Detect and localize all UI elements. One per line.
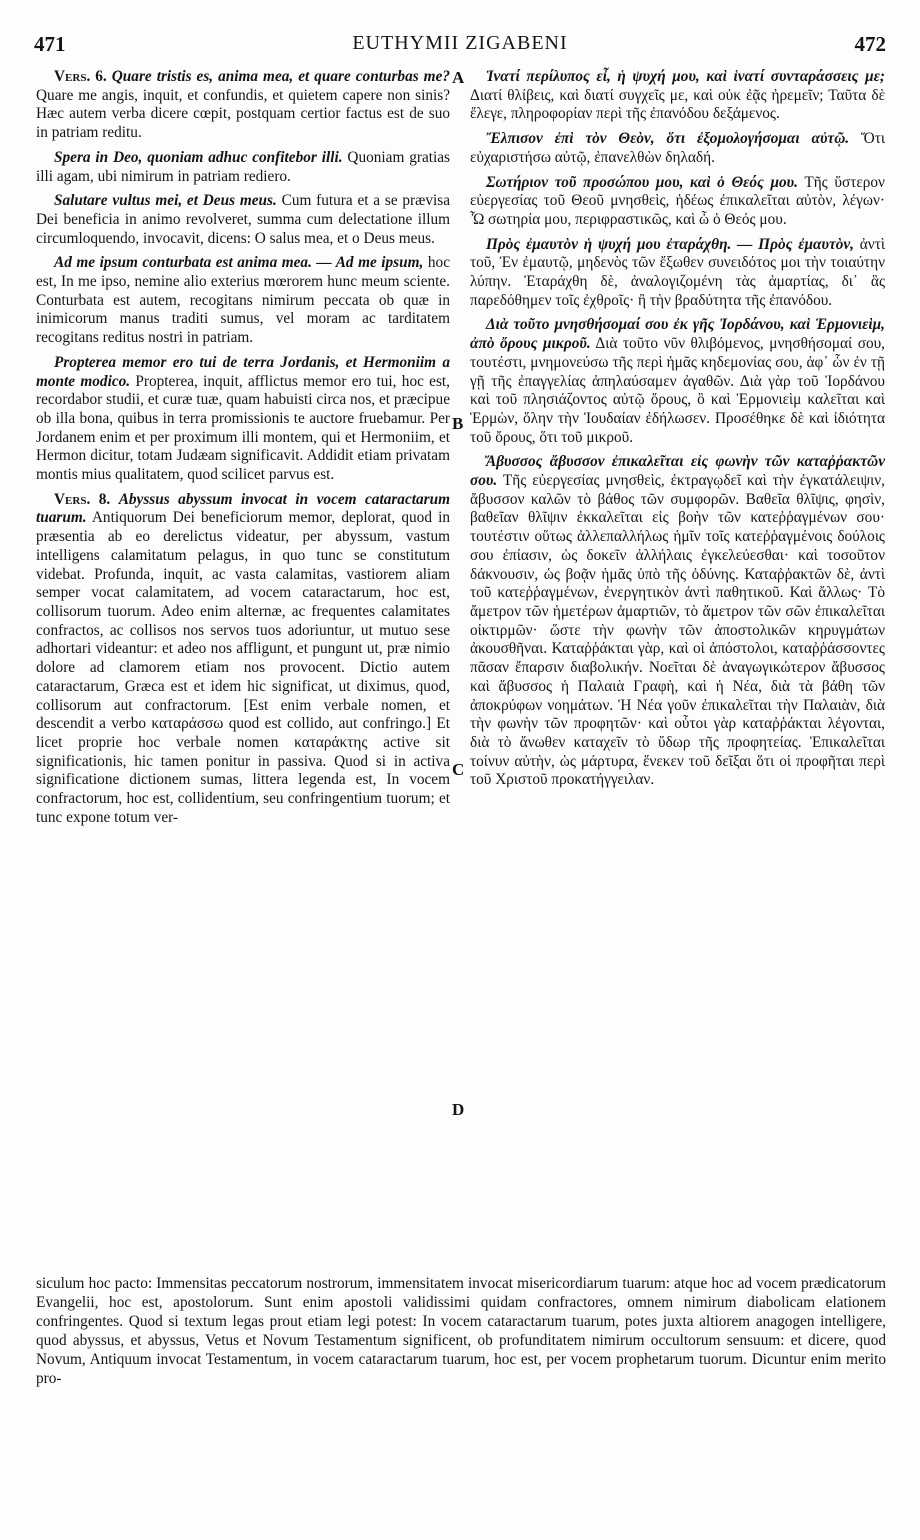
lemma: Πρὸς ἐμαυτὸν ἡ ψυχή μου ἐταράχθη. — Πρὸς ἐμαυτὸν,: [486, 235, 854, 253]
right-page-number: 472: [854, 32, 886, 56]
latin-column: [36, 68, 450, 833]
latin-paragraph: [36, 68, 450, 143]
verse-number: Vers. 8.: [54, 490, 111, 508]
left-page-number: 471: [34, 32, 66, 56]
commentary: Cum futura et a se prævisa Dei beneficia in animo revolveret, summa cum delectatione illum circumloquendo, invocavit, dicens: O salus mea, et o Deus meus.: [36, 192, 450, 247]
commentary: Διὰ τοῦτο νῦν θλιβόμενος, μνησθήσομαί σου, τουτέστι, μνημονεύσω τῆς περὶ ἡμᾶς κηδεμονίας σου, ἀφ᾽ ὧν ἐν τῇ γῇ τῆς ἐπαγγελίας ἀπηλαύσαμεν ἀγαθῶν. Διὰ γὰρ τοῦ Ἰορδάνου καὶ τοῦ πλησιάζοντος αὐτῷ ὄρους, ὃ καὶ Ἑρμονιεὶμ καλεῖται καὶ Ἑρμὼν, ὅλην τὴν Ἰουδαίαν ἐδήλωσεν. Προσέθηκε δὲ καὶ ἰδιότητα τοῦ ὄρους, ὅτι τοῦ μικροῦ.: [470, 335, 885, 446]
commentary: Διατί θλίβεις, καὶ διατί συγχεῖς με, καὶ οὐκ ἐᾷς ἠρεμεῖν; Ταῦτα δὲ ἔλεγε, πληροφορίαν περὶ τῆς ἐπανόδου δεξάμενος.: [470, 86, 885, 123]
continuation-paragraph: siculum hoc pacto: Immensitas peccatorum nostrorum, immensitatem invocat misericordiarum tuarum: atque hoc ad vocem prædicatorum Evangelii, hoc est, apostolorum. Sunt enim apostoli validissimi quidam confractores, omnem nimirum diabolicam elationem confringentes. Quod si textum legas prout etiam legi potest: In vocem cataractarum tuarum, potes juxta altiorem anagogen intelligere, quod abyssus, et abyssus, Vetus et Novum Testamentum significent, ob profunditatem nimirum occultorum sensuum: et dicere, quod Novum, Antiquum invocat Testamentum, in vocem cataractarum tuarum, hoc est, per vocem prophetarum tuorum. Dicuntur enim merito pro-: [36, 1275, 886, 1387]
commentary: Ὅτι εὐχαριστήσω αὐτῷ, ἐπανελθὼν δηλαδή.: [470, 130, 885, 166]
commentary: Antiquorum Dei beneficiorum memor, deplorat, quod in præsentia ab eo derelictus videatur, per abyssum, vastum intelligens calamitatum pelagus, in quo tunc se constitutum videbat. Profunda, inquit, ac vasta calamitas, vastiorem aliam semper vocat calamitatem, ad vocem cataractarum, hoc est, collisorum tuorum. Adeo enim alternæ, ac frequentes calamitates confractos, ac collisos nos servos tuos adoriuntur, ut mutuo sese adhortari videantur: et adeo nos affligunt, et pungunt ut, præ nimio dolore ad clamorem etiam nos provocent. Dictio autem cataractarum, Græca est et idem hic significat, ut diximus, quod, collisorum aut confractorum. [Est enim verbale nomen, et descendit a verbo καταράσσω quod est collido, aut confringo.] Et licet proprie hoc verbale nomen καταράκτης active sit significationis, hic tamen ponitur in passiva. Quod si in activa significatione dictionem sumas, littera legenda est, In vocem confractorum, hoc est, collidentium, seu confringentium tuorum; et tunc expone totum ver-: [36, 509, 450, 826]
margin-letter-c: C: [452, 760, 465, 779]
lemma: Διὰ τοῦτο μνησθήσομαί σου ἐκ γῆς Ἰορδάνου, καὶ Ἑρμονιεὶμ, ἀπὸ ὄρους μικροῦ.: [470, 316, 885, 353]
margin-letter-a: A: [452, 68, 465, 87]
commentary: Τῆς εὐεργεσίας μνησθεὶς, ἐκτραγῳδεῖ καὶ τὴν ἐγκατάλειψιν, ἄβυσσον καλῶν τὸ βάθος τῶν συμφορῶν. Βαθεῖα θλῖψις, φησὶν, βαθεῖαν θλῖψιν ἐκκαλεῖται εἰς βοὴν τῶν κατεῤῥαγμένων σου· τουτέστιν οὕτως ἀλλεπαλλήλως ἡμῖν τοῖς κατεῤῥαγμένοις δούλοις σου ἐπίασιν, ὡς δοκεῖν ἀλλήλαις ἐγκελεύεσθαι· καὶ τοσοῦτον δάκνουσιν, ὡς βοᾷν ἡμᾶς ὑπὸ τῆς ὀδύνης. Καταῤῥακτῶν δὲ, ἀντὶ τοῦ κατεῤῥαγμένων, ἐνεργητικὸν ἀντὶ παθητικοῦ. Καὶ ἄλλως· Τὸ ἄμετρον τῶν ἡμετέρων ἁμαρτιῶν, τὸ ἄμετρον τῶν σῶν ἐπικαλεῖται οἰκτιρμῶν· ὥστε τὴν φωνὴν τῶν ἀποστολικῶν κηρυγμάτων ἀκουσθῆναι. Καταῤῥάκται γὰρ, καὶ οἱ ἀπόστολοι, καταῤῥάσσοντες πᾶσαν ἔπαρσιν διαβολικήν. Νοεῖται δὲ ἀναγωγικώτερον ἄβυσσος καὶ ἄβυσσος ἡ Παλαιὰ Γραφὴ, καὶ ἡ Νέα, διὰ τὰ βάθη τῶν ἀποκρύφων νοημάτων. Ἡ Νέα γοῦν ἐπικαλεῖται τὴν Παλαιὰν, διὰ τὴν φωνὴν τῶν προφητῶν· καὶ οὗτοι γὰρ καταῤῥάκται λέγονται, διὰ τὸ ἄνωθεν καταχεῖν τὸ ὕδωρ τῆς προφητείας. Ἐπικαλεῖται τοίνυν αὐτὴν, ὡς μάρτυρα, ἕνεκεν τοῦ δεῖξαι ὅτι οἱ προφῆται περὶ τοῦ Χριστοῦ προκατήγγειλαν.: [470, 472, 885, 789]
commentary: Τῆς ὕστερον εὐεργεσίας τοῦ Θεοῦ μνησθεὶς, ἡδέως ἐπικαλεῖται αὐτὸν, λέγων· Ὦ σωτηρία μου, περιφραστικῶς, καὶ ὦ ὁ Θεός μου.: [470, 173, 885, 228]
latin-paragraph: [36, 491, 450, 828]
latin-paragraph: [36, 254, 450, 348]
greek-paragraph: [470, 316, 885, 447]
greek-paragraph: [470, 236, 885, 311]
lemma: Ἱνατί περίλυπος εἶ, ἡ ψυχή μου, καὶ ἱνατί συνταράσσεις με;: [486, 68, 885, 85]
greek-paragraph: [470, 130, 885, 167]
lemma: Abyssus abyssum invocat in vocem cataractarum tuarum.: [36, 490, 450, 527]
lemma: Ἄβυσσος ἄβυσσον ἐπικαλεῖται εἰς φωνὴν τῶν καταῤῥακτῶν σου.: [470, 453, 885, 490]
commentary: ἀντὶ τοῦ, Ἐν ἐμαυτῷ, μηδενὸς τῶν ἔξωθεν συνειδότος μοι τὴν τοιαύτην λύπην. Ἐταράχθη δὲ, ἀναλογιζομένη τὰς ἁμαρτίας, δι᾽ ἃς παρεδόθημεν τοῖς ἐχθροῖς· ἢ τὴν βραδύτητα τῆς ἐπανόδου.: [470, 235, 885, 309]
greek-paragraph: [470, 174, 885, 230]
greek-paragraph: [470, 68, 885, 124]
greek-paragraph: [470, 453, 885, 790]
commentary: Propterea, inquit, afflictus memor ero tui, hoc est, recordabor studii, et curæ tuæ, quam habuisti circa nos, et præcipue ob illa bona, quibus in terra promissionis te auctore fruebamur. Per Jordanem enim et per proximum illi montem, qui et Hermoniim, et Hermon dicitur, totam Judæam significavit. Addidit etiam privatam montis mius qualitatem, quod scilicet parvus est.: [36, 372, 450, 484]
latin-paragraph: [36, 354, 450, 485]
commentary: Quare me angis, inquit, et confundis, et quietem capere non sinis? Hæc autem verba dicere cœpit, postquam certior factus est de suo in patriam reditu.: [36, 86, 450, 142]
greek-column: [470, 68, 885, 796]
page-header: [34, 32, 886, 62]
latin-paragraph: [36, 149, 450, 186]
commentary: Quoniam gratias illi agam, ubi nimirum in patriam rediero.: [36, 148, 451, 185]
lemma: Spera in Deo, quoniam adhuc confitebor illi.: [54, 148, 343, 166]
verse-number: Vers. 6.: [54, 68, 107, 85]
lemma: Quare tristis es, anima mea, et quare conturbas me?: [111, 68, 451, 85]
lemma: Ἔλπισον ἐπὶ τὸν Θεὸν, ὅτι ἐξομολογήσομαι αὐτῷ.: [486, 130, 850, 148]
commentary: hoc est, In me ipso, nemine alio exterius mœrorem hunc meum sciente. Conturbata est autem, recogitans nimirum peccata ob quæ in inimicorum manus traditi sumus, vel moram ac tarditatem recogitans reditus nostri in patriam.: [36, 254, 450, 347]
lemma: Propterea memor ero tui de terra Jordanis, et Hermoniim a monte modico.: [36, 353, 450, 390]
running-title: EUTHYMII ZIGABENI: [352, 32, 568, 54]
margin-letter-b: B: [452, 414, 464, 433]
margin-letter-d: D: [452, 1100, 465, 1119]
lemma: Σωτήριον τοῦ προσώπου μου, καὶ ὁ Θεός μου.: [486, 173, 798, 191]
lemma: Salutare vultus mei, et Deus meus.: [54, 192, 277, 210]
latin-paragraph: [36, 192, 450, 248]
lemma: Ad me ipsum conturbata est anima mea. — Ad me ipsum,: [54, 254, 424, 272]
